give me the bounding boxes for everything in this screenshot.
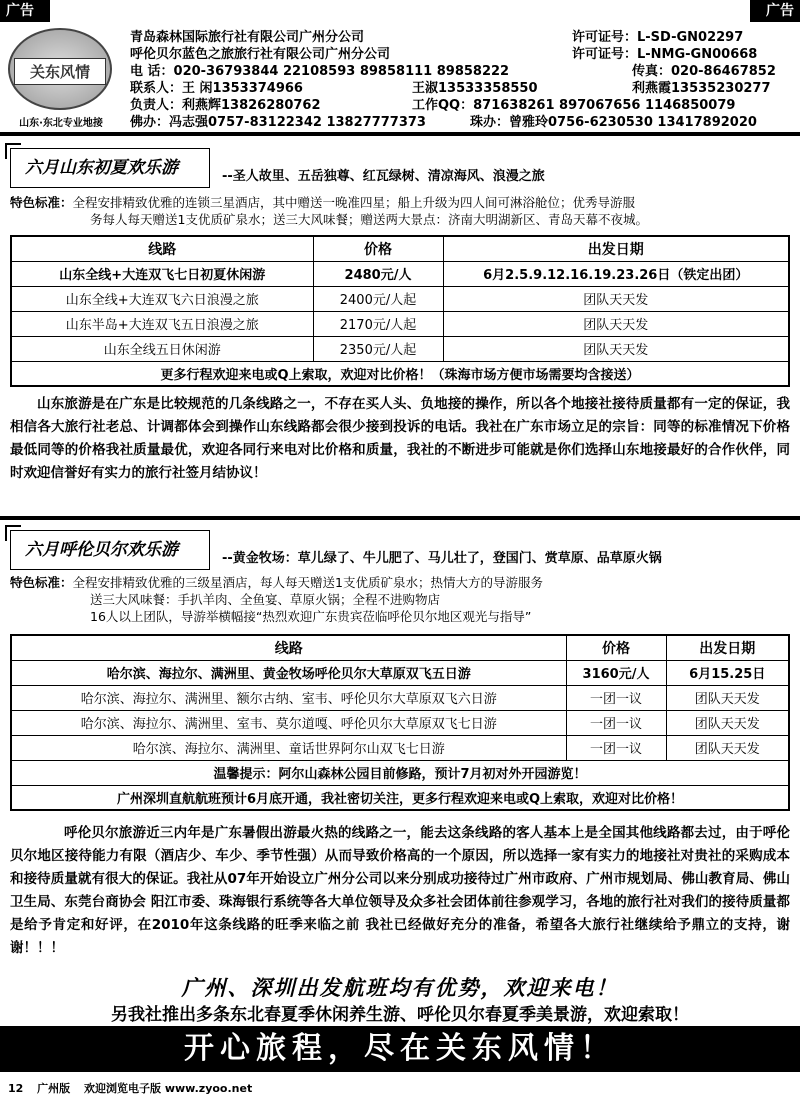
features-line: 送三大风味餐：手扒羊肉、全鱼宴、草原火锅；全程不进购物店 (90, 592, 441, 607)
table-row (11, 286, 789, 311)
route-cell: 山东全线+大连双飞七日初夏休闲游 (11, 261, 313, 286)
table-row (11, 685, 789, 710)
section-banner-hulunbuir: 六月呼伦贝尔欢乐游 (10, 530, 210, 570)
contact-person-3: 利燕霞13535230277 (632, 81, 771, 96)
route-cell: 山东全线+大连双飞六日浪漫之旅 (11, 286, 313, 311)
section-banner-shandong: 六月山东初夏欢乐游 (10, 148, 210, 188)
price-cell: 2480元/人 (313, 261, 443, 286)
page-number: 12 (8, 1082, 24, 1095)
features-shandong (10, 194, 790, 228)
divider (0, 516, 800, 520)
features-label: 特色标准： (10, 575, 73, 590)
date-cell: 6月15.25日 (666, 660, 789, 685)
table-note: 更多行程欢迎来电或Q上索取，欢迎对比价格！（珠海市场方便市场需要均含接送） (11, 361, 789, 386)
manager: 负责人：利燕辉13826280762 (130, 98, 321, 113)
price-cell: 2400元/人起 (313, 286, 443, 311)
table-header: 出发日期 (666, 635, 789, 660)
logo-brand-text: 关东风情 (14, 58, 106, 85)
features-line: 16人以上团队，导游举横幅接“热烈欢迎广东贵宾莅临呼伦贝尔地区观光与指导” (90, 609, 532, 624)
date-cell: 团队天天发 (666, 735, 789, 760)
price-cell: 一团一议 (566, 735, 666, 760)
price-cell: 2350元/人起 (313, 336, 443, 361)
tour-table-shandong (10, 235, 790, 387)
tour-table-hulunbuir (10, 634, 790, 811)
foshan-office: 佛办：冯志强0757-83122342 13827777373 (130, 115, 426, 130)
price-cell: 一团一议 (566, 685, 666, 710)
route-cell: 山东全线五日休闲游 (11, 336, 313, 361)
table-note: 广州深圳直航航班预计6月底开通，我社密切关注，更多行程欢迎来电或Q上索取，欢迎对比价格！ (11, 785, 789, 810)
date-cell: 团队天天发 (666, 685, 789, 710)
work-qq: 工作QQ：871638261 897067656 1146850079 (412, 98, 736, 113)
route-cell: 山东半岛+大连双飞五日浪漫之旅 (11, 311, 313, 336)
features-line: 务每人每天赠送1支优质矿泉水；送三大风味餐；赠送两大景点：济南大明湖新区、青岛天幕不夜城。 (90, 212, 648, 227)
table-row (11, 710, 789, 735)
date-cell: 团队天天发 (666, 710, 789, 735)
phone-numbers: 电 话：020-36793844 22108593 89858111 89858222 (130, 64, 510, 79)
table-row (11, 735, 789, 760)
route-cell: 哈尔滨、海拉尔、满洲里、室韦、莫尔道嘎、呼伦贝尔大草原双飞七日游 (11, 710, 566, 735)
table-row (11, 660, 789, 685)
license-1: 许可证号：L-SD-GN02297 (572, 30, 744, 45)
table-note-row (11, 785, 789, 810)
promo-more-tours: 另我社推出多条东北春夏季休闲养生游、呼伦贝尔春夏季美景游，欢迎索取！ (111, 1005, 689, 1025)
table-note-row (11, 361, 789, 386)
table-row (11, 311, 789, 336)
company-name-1: 青岛森林国际旅行社有限公司广州分公司 (130, 30, 365, 45)
page-footer (8, 1080, 262, 1096)
company-logo (6, 28, 116, 128)
ad-tag-left: 广告 (0, 0, 50, 22)
table-header: 线路 (11, 236, 313, 261)
features-line: 全程安排精致优雅的连锁三星酒店，其中赠送一晚准四星；船上升级为四人间可淋浴舱位；优秀导游服 (72, 195, 636, 210)
hulunbuir-description: 呼伦贝尔旅游近三内年是广东暑假出游最火热的线路之一，能去这条线路的客人基本上是全国其他线路都去过，由于呼伦贝尔地区接待能力有限（酒店少、车少、季节性强）从而导致价格高的一个原因，所以选择一家有实力的地接社对贵社的采购成本和接待质量就有很大的保证。我社从07年开始设立广州分公司以来分别成功接待过广州市政府、广州市规划局、佛山教育局、佛山卫生局、东莞台商协会 阳江市委、珠海银行系统等各大单位领导及众多社会团体前往参观学习，各地的旅行社对我们的接待质量都是给予肯定和好评，在2010年这条线路的旺季来临之前 我社已经做好充分的准备，希望各大旅行社继续给予鼎立的支持，谢谢！！！ (10, 825, 790, 956)
features-hulunbuir (10, 574, 790, 625)
contact-person-2: 王淑13533358550 (412, 81, 538, 96)
route-cell: 哈尔滨、海拉尔、满洲里、额尔古纳、室韦、呼伦贝尔大草原双飞六日游 (11, 685, 566, 710)
license-2: 许可证号：L-NMG-GN00668 (572, 47, 758, 62)
section-tagline-shandong: --圣人故里、五岳独尊、红瓦绿树、清凉海风、浪漫之旅 (222, 169, 545, 184)
table-note: 温馨提示：阿尔山森林公园目前修路，预计7月初对外开园游览！ (11, 760, 789, 785)
table-row (11, 336, 789, 361)
divider (0, 132, 800, 136)
ad-tag-right: 广告 (750, 0, 800, 22)
date-cell: 6月2.5.9.12.16.19.23.26日（铁定出团） (443, 261, 789, 286)
fax-number: 传真：020-86467852 (632, 64, 776, 79)
table-header: 价格 (313, 236, 443, 261)
logo-slogan: 山东·东北专业地接 (19, 118, 103, 129)
features-label: 特色标准： (10, 195, 73, 210)
price-cell: 2170元/人起 (313, 311, 443, 336)
edition-label: 广州版 (37, 1082, 71, 1095)
table-note-row (11, 760, 789, 785)
table-header: 价格 (566, 635, 666, 660)
price-cell: 一团一议 (566, 710, 666, 735)
website-link[interactable]: 欢迎浏览电子版 www.zyoo.net (84, 1082, 253, 1095)
table-header: 出发日期 (443, 236, 789, 261)
slogan-banner: 开心旅程，尽在关东风情！ (0, 1026, 800, 1072)
section-tagline-hulunbuir: --黄金牧场：草儿绿了、牛儿肥了、马儿壮了，登国门、赏草原、品草原火锅 (222, 551, 662, 566)
shandong-description: 山东旅游是在广东是比较规范的几条线路之一，不存在买人头、负地接的操作，所以各个地接社接待质量都有一定的保证，我相信各大旅行社老总、计调都体会到操作山东线路都会很少接到投诉的电话。我社在广东市场立足的宗旨：同等的标准情况下价格最低同等的价格我社质量最优，欢迎各同行来电对比价格和质量，我社的不断进步可能就是你们选择山东地接最好的合作伙伴，同时欢迎信誉好有实力的旅行社签月结协议！ (10, 396, 790, 481)
route-cell: 哈尔滨、海拉尔、满洲里、童话世界阿尔山双飞七日游 (11, 735, 566, 760)
date-cell: 团队天天发 (443, 311, 789, 336)
features-line: 全程安排精致优雅的三级星酒店，每人每天赠送1支优质矿泉水；热情大方的导游服务 (72, 575, 543, 590)
promo-flights: 广州、深圳出发航班均有优势，欢迎来电！ (181, 976, 619, 1000)
zhuhai-office: 珠办：曾雅玲0756-6230530 13417892020 (470, 115, 757, 130)
contact-person-1: 联系人：王 闲1353374966 (130, 81, 303, 96)
date-cell: 团队天天发 (443, 286, 789, 311)
date-cell: 团队天天发 (443, 336, 789, 361)
agency-header (0, 22, 800, 130)
logo-emblem (8, 28, 112, 110)
table-row (11, 261, 789, 286)
route-cell: 哈尔滨、海拉尔、满洲里、黄金牧场呼伦贝尔大草原双飞五日游 (11, 660, 566, 685)
table-header: 线路 (11, 635, 566, 660)
company-name-2: 呼伦贝尔蓝色之旅旅行社有限公司广州分公司 (130, 47, 391, 62)
price-cell: 3160元/人 (566, 660, 666, 685)
